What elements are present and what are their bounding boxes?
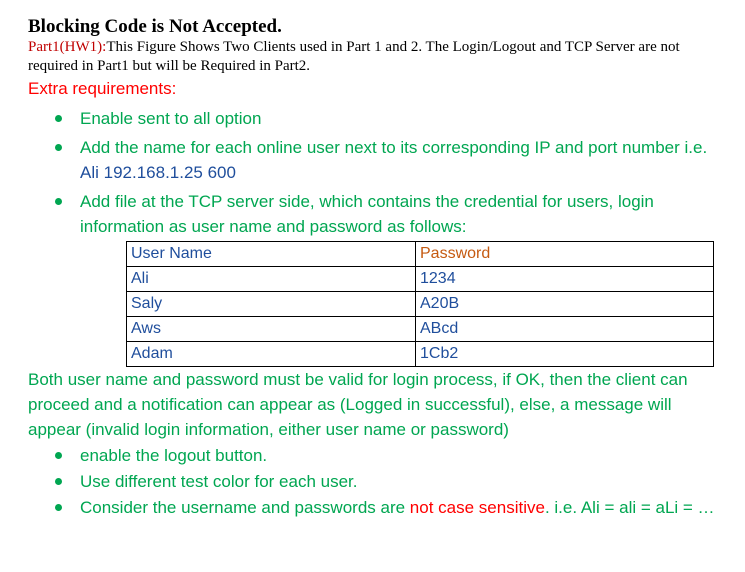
list-item-text-before: Consider the username and passwords are [80, 498, 410, 517]
list-item-text: Add the name for each online user next to its corresponding IP and port number i.e. [80, 138, 708, 157]
credentials-table [126, 241, 714, 367]
table-row [127, 267, 714, 292]
table-row [127, 292, 714, 317]
list-item [28, 106, 728, 131]
list-item-text: Enable sent to all option [80, 109, 262, 128]
cell-password: ABcd [416, 317, 714, 342]
list-item [28, 495, 728, 520]
list-item-example: Ali 192.168.1.25 600 [80, 163, 236, 182]
intro-label: Part1(HW1): [28, 39, 107, 55]
cell-user-name: Saly [127, 292, 416, 317]
bullet-icon [55, 452, 62, 459]
bullet-icon [55, 144, 62, 151]
table-row [127, 342, 714, 367]
cell-user-name: Ali [127, 267, 416, 292]
bullet-icon [55, 478, 62, 485]
requirements-list [28, 106, 728, 239]
header-user-name: User Name [127, 242, 416, 267]
login-paragraph: Both user name and password must be valid for login process, if OK, then the client can proceed and a notification can appear as (Logged in successful), else, a message will appear (invalid login information, either user name or password) [28, 370, 688, 439]
list-item-text: Add file at the TCP server side, which contains the credential for users, login information as user name and password as follows: [80, 192, 654, 236]
page-title: Blocking Code is Not Accepted. [28, 16, 282, 37]
cell-user-name: Adam [127, 342, 416, 367]
list-item-text: enable the logout button. [80, 446, 268, 465]
bullet-icon [55, 198, 62, 205]
cell-password: A20B [416, 292, 714, 317]
intro-paragraph [28, 38, 728, 76]
header-password: Password [416, 242, 714, 267]
cell-password: 1234 [416, 267, 714, 292]
list-item [28, 443, 728, 468]
cell-password: 1Cb2 [416, 342, 714, 367]
table-header-row [127, 242, 714, 267]
bullet-icon [55, 504, 62, 511]
list-item [28, 469, 728, 494]
document-page [28, 16, 728, 520]
bullet-icon [55, 115, 62, 122]
table-row [127, 317, 714, 342]
list-item-text-after: . i.e. Ali = ali = aLi = … [544, 498, 715, 517]
requirements-list-2 [28, 443, 728, 520]
list-item [28, 189, 728, 239]
list-item-text: Use different test color for each user. [80, 472, 358, 491]
intro-text: This Figure Shows Two Clients used in Part 1 and 2. The Login/Logout and TCP Server are not required in Part1 but will be Required in Part2. [28, 39, 680, 74]
list-item [28, 135, 728, 185]
cell-user-name: Aws [127, 317, 416, 342]
extra-requirements-heading: Extra requirements: [28, 79, 177, 98]
list-item-highlight: not case sensitive [409, 498, 545, 517]
